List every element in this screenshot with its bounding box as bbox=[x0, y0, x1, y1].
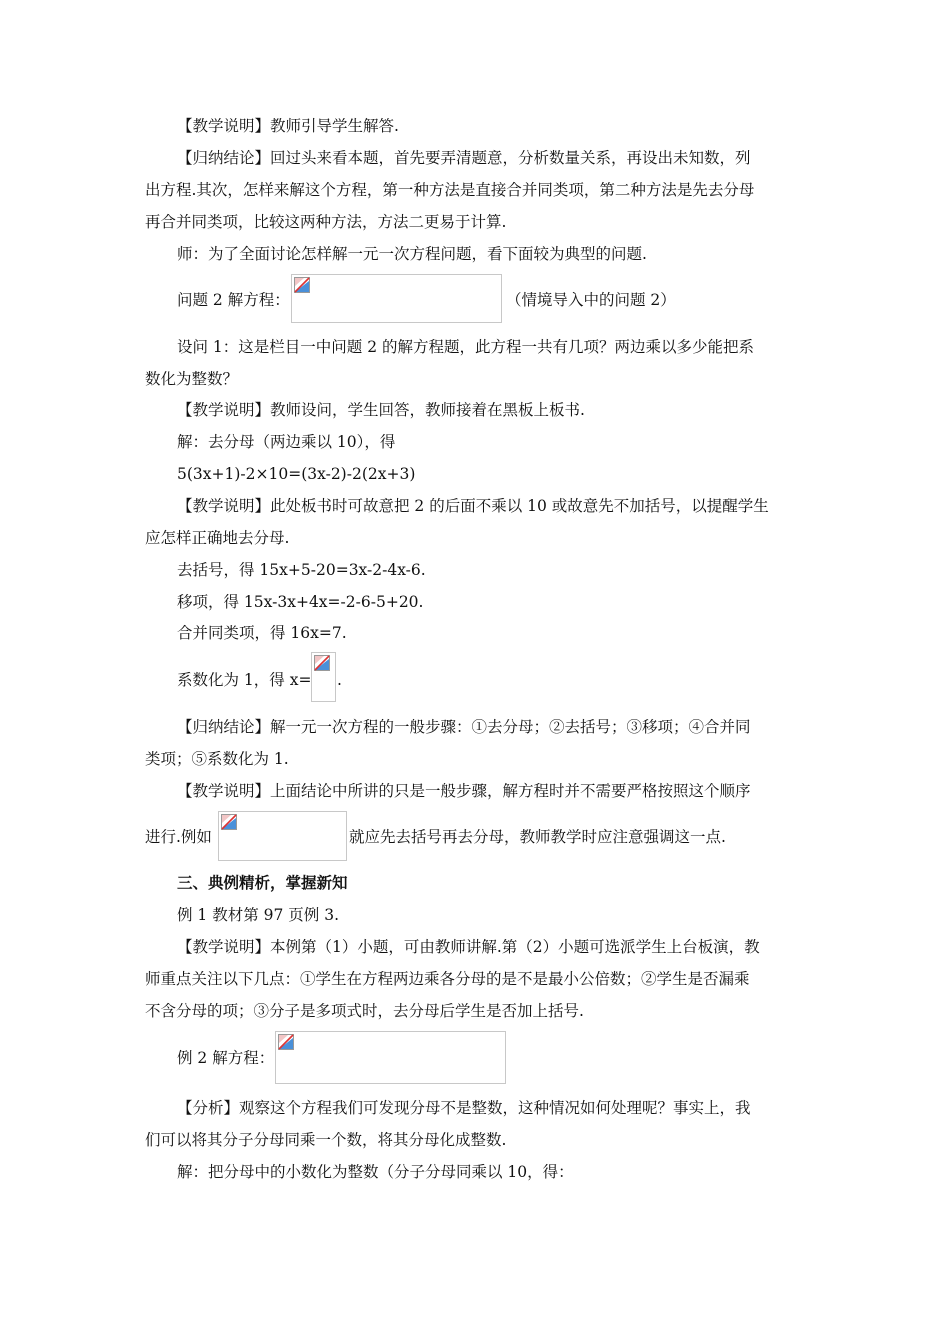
equation-image-problem-2 bbox=[291, 274, 502, 323]
solution-step-3: 移项，得 15x-3x+4x=-2-6-5+20. bbox=[177, 593, 424, 611]
solution-example-2: 解：把分母中的小数化为整数（分子分母同乘以 10，得： bbox=[177, 1163, 574, 1181]
equation-image-example bbox=[218, 811, 347, 861]
solution-step-1: 解：去分母（两边乘以 10），得 bbox=[177, 433, 396, 451]
broken-image-icon bbox=[278, 1034, 294, 1050]
question-1-line-1: 设问 1：这是栏目一中问题 2 的解方程题，此方程一共有几项？两边乘以多少能把系 bbox=[177, 338, 755, 356]
conclusion-line-1: 【归纳结论】回过头来看本题，首先要弄清题意，分析数量关系，再设出未知数，列 bbox=[177, 149, 751, 167]
teaching-note-1: 【教学说明】教师引导学生解答. bbox=[177, 117, 399, 135]
analysis-line-2: 们可以将其分子分母同乘一个数，将其分母化成整数. bbox=[145, 1131, 507, 1149]
conclusion-2-line-1: 【归纳结论】解一元一次方程的一般步骤：①去分母；②去括号；③移项；④合并同 bbox=[177, 718, 751, 736]
teaching-note-2: 【教学说明】教师设问，学生回答，教师接着在黑板上板书. bbox=[177, 401, 585, 419]
solution-step-5-period: . bbox=[337, 671, 342, 689]
teaching-note-3-line-2: 应怎样正确地去分母. bbox=[145, 529, 290, 547]
teaching-note-3-line-1: 【教学说明】此处板书时可故意把 2 的后面不乘以 10 或故意先不加括号，以提醒学生 bbox=[177, 497, 769, 515]
section-heading: 三、典例精析，掌握新知 bbox=[177, 873, 348, 892]
equation-image-example-2 bbox=[275, 1031, 506, 1084]
broken-image-icon bbox=[221, 814, 237, 830]
question-1-line-2: 数化为整数？ bbox=[145, 370, 239, 388]
problem-2-source: （情境导入中的问题 2） bbox=[506, 291, 676, 309]
fraction-image-x bbox=[311, 652, 336, 702]
teaching-note-4-line-2b: 就应先去括号再去分母，教师教学时应注意强调这一点. bbox=[349, 828, 726, 846]
conclusion-2-line-2: 类项；⑤系数化为 1. bbox=[145, 750, 289, 768]
teacher-line: 师：为了全面讨论怎样解一元一次方程问题，看下面较为典型的问题. bbox=[177, 245, 647, 263]
solution-equation-1: 5(3x+1)-2×10=(3x-2)-2(2x+3) bbox=[177, 465, 416, 483]
teaching-note-5-line-1: 【教学说明】本例第（1）小题，可由教师讲解.第（2）小题可选派学生上台板演，教 bbox=[177, 938, 760, 956]
analysis-line-1: 【分析】观察这个方程我们可发现分母不是整数，这种情况如何处理呢？事实上，我 bbox=[177, 1099, 751, 1117]
conclusion-line-3: 再合并同类项，比较这两种方法，方法二更易于计算. bbox=[145, 213, 507, 231]
teaching-note-5-line-2: 师重点关注以下几点：①学生在方程两边乘各分母的是不是最小公倍数；②学生是否漏乘 bbox=[145, 970, 750, 988]
solution-step-4: 合并同类项，得 16x=7. bbox=[177, 624, 347, 642]
teaching-note-4-line-2a: 进行.例如 bbox=[145, 828, 212, 846]
broken-image-icon bbox=[314, 655, 330, 671]
solution-step-5: 系数化为 1，得 x= bbox=[177, 671, 312, 689]
example-2-label: 例 2 解方程： bbox=[177, 1049, 275, 1067]
conclusion-line-2: 出方程.其次，怎样来解这个方程，第一种方法是直接合并同类项，第二种方法是先去分母 bbox=[145, 181, 755, 199]
teaching-note-4-line-1: 【教学说明】上面结论中所讲的只是一般步骤，解方程时并不需要严格按照这个顺序 bbox=[177, 782, 751, 800]
teaching-note-5-line-3: 不含分母的项；③分子是多项式时，去分母后学生是否加上括号. bbox=[145, 1002, 584, 1020]
solution-step-2: 去括号，得 15x+5-20=3x-2-4x-6. bbox=[177, 561, 426, 579]
example-1: 例 1 教材第 97 页例 3. bbox=[177, 906, 340, 924]
broken-image-icon bbox=[294, 277, 310, 293]
problem-2-label: 问题 2 解方程： bbox=[177, 291, 290, 309]
